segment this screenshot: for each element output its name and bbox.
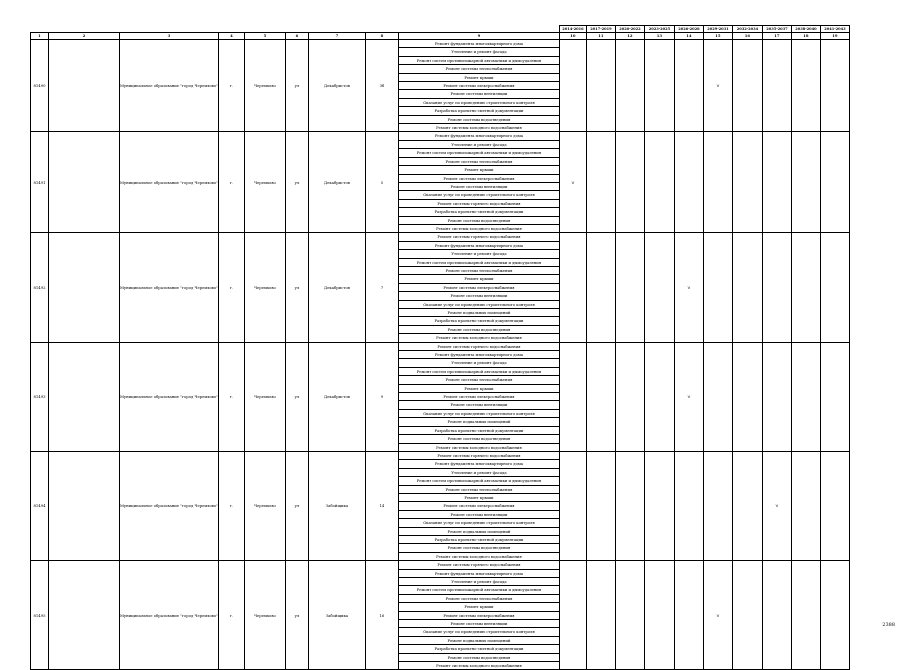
work-type-cell: Ремонт систем противопожарной автоматики и дымоудаления — [398, 258, 559, 266]
work-type-cell: Ремонт системы вентиляции — [398, 90, 559, 98]
period-mark-cell — [762, 342, 791, 451]
work-type-cell: Оказание услуг по проведению строительного контроля — [398, 409, 559, 417]
work-type-cell: Разработка проектно-сметной документации — [398, 107, 559, 115]
period-mark-cell — [732, 233, 762, 342]
work-type-cell: Ремонт системы холодного водоснабжения — [398, 334, 559, 342]
work-type-cell: Ремонт фундамента многоквартирного дома — [398, 241, 559, 249]
house-number-cell: 5 — [365, 132, 398, 233]
column-number-cell: 7 — [308, 33, 365, 40]
building-code-cell: 81492 — [31, 233, 49, 342]
period-mark-cell — [732, 342, 762, 451]
work-type-cell: Оказание услуг по проведению строительного контроля — [398, 628, 559, 636]
column-number-cell: 10 — [559, 33, 586, 40]
work-type-cell: Ремонт крыши — [398, 603, 559, 611]
work-type-cell: Оказание услуг по проведению строительного контроля — [398, 98, 559, 106]
work-type-cell: Ремонт систем противопожарной автоматики и дымоудаления — [398, 149, 559, 157]
period-mark-cell — [615, 40, 644, 132]
period-mark-cell — [559, 342, 586, 451]
period-header-cell: 2032-2034 — [732, 26, 762, 33]
work-type-cell: Ремонт системы водоотведения — [398, 216, 559, 224]
table-row — [31, 40, 850, 48]
street-type-cell: ул — [285, 40, 308, 132]
table-body — [31, 26, 850, 670]
work-type-cell: Ремонт системы вентиляции — [398, 510, 559, 518]
column-number-cell: 1 — [31, 33, 49, 40]
work-type-cell: Оказание услуг по проведению строительного контроля — [398, 519, 559, 527]
work-type-cell: Ремонт крыши — [398, 275, 559, 283]
building-number-cell — [49, 132, 120, 233]
period-mark-cell — [674, 561, 703, 670]
column-number-cell: 18 — [791, 33, 820, 40]
work-type-cell: Утепление и ремонт фасада — [398, 578, 559, 586]
street-cell: Забойщика — [308, 451, 365, 560]
work-type-cell: Ремонт системы вентиляции — [398, 620, 559, 628]
work-type-cell: Утепление и ремонт фасада — [398, 468, 559, 476]
period-header-cell: 2023-2025 — [644, 26, 674, 33]
city-cell: Черемхово — [244, 132, 285, 233]
period-mark-cell — [559, 233, 586, 342]
column-number-cell: 13 — [644, 33, 674, 40]
work-type-cell: Ремонт крыши — [398, 73, 559, 81]
work-type-cell: Ремонт системы теплоснабжения — [398, 266, 559, 274]
settlement-type-cell: г. — [218, 561, 244, 670]
period-mark-cell — [644, 342, 674, 451]
period-mark-cell — [703, 233, 732, 342]
work-type-cell: Ремонт системы горячего водоснабжения — [398, 233, 559, 241]
work-type-cell: Ремонт системы теплоснабжения — [398, 376, 559, 384]
work-type-cell: Утепление и ремонт фасада — [398, 140, 559, 148]
building-code-cell: 81490 — [31, 40, 49, 132]
period-header-row — [31, 26, 850, 33]
period-check-mark: V — [559, 132, 586, 233]
period-check-mark: V — [674, 342, 703, 451]
period-mark-cell — [586, 451, 615, 560]
city-cell: Черемхово — [244, 561, 285, 670]
street-type-cell: ул — [285, 233, 308, 342]
period-mark-cell — [615, 451, 644, 560]
work-type-cell: Ремонт системы горячего водоснабжения — [398, 199, 559, 207]
work-type-cell: Ремонт фундамента многоквартирного дома — [398, 460, 559, 468]
work-type-cell: Ремонт системы теплоснабжения — [398, 594, 559, 602]
column-number-row — [31, 33, 850, 40]
work-type-cell: Ремонт крыши — [398, 384, 559, 392]
street-type-cell: ул — [285, 561, 308, 670]
work-type-cell: Ремонт системы электроснабжения — [398, 611, 559, 619]
period-mark-cell — [559, 451, 586, 560]
work-type-cell: Ремонт крыши — [398, 493, 559, 501]
building-number-cell — [49, 233, 120, 342]
street-cell: Декабристов — [308, 342, 365, 451]
period-mark-cell — [732, 132, 762, 233]
building-number-cell — [49, 451, 120, 560]
settlement-type-cell: г. — [218, 451, 244, 560]
work-type-cell: Ремонт системы электроснабжения — [398, 174, 559, 182]
street-cell: Декабристов — [308, 233, 365, 342]
period-mark-cell — [762, 233, 791, 342]
work-type-cell: Ремонт системы электроснабжения — [398, 283, 559, 291]
period-header-cell: 2029-2031 — [703, 26, 732, 33]
work-type-cell: Ремонт системы водоотведения — [398, 653, 559, 661]
period-check-mark: V — [674, 233, 703, 342]
period-mark-cell — [644, 40, 674, 132]
municipality-cell: Муниципальное образование "город Черемхово" — [120, 451, 219, 560]
period-mark-cell — [820, 132, 849, 233]
period-mark-cell — [791, 233, 820, 342]
work-type-cell: Ремонт фундамента многоквартирного дома — [398, 40, 559, 48]
work-type-cell: Ремонт системы водоотведения — [398, 325, 559, 333]
work-type-cell: Утепление и ремонт фасада — [398, 48, 559, 56]
house-number-cell: 14 — [365, 451, 398, 560]
work-type-cell: Ремонт системы электроснабжения — [398, 82, 559, 90]
period-mark-cell — [559, 561, 586, 670]
period-mark-cell — [762, 132, 791, 233]
work-type-cell: Ремонт системы теплоснабжения — [398, 485, 559, 493]
table-row — [31, 561, 850, 569]
column-number-cell: 14 — [674, 33, 703, 40]
period-mark-cell — [559, 40, 586, 132]
work-type-cell: Ремонт системы холодного водоснабжения — [398, 552, 559, 560]
settlement-type-cell: г. — [218, 233, 244, 342]
table-row — [31, 233, 850, 241]
period-header-blank — [31, 26, 560, 33]
work-type-cell: Разработка проектно-сметной документации — [398, 535, 559, 543]
period-mark-cell — [644, 561, 674, 670]
house-number-cell: 7 — [365, 233, 398, 342]
settlement-type-cell: г. — [218, 132, 244, 233]
work-type-cell: Разработка проектно-сметной документации — [398, 645, 559, 653]
column-number-cell: 19 — [820, 33, 849, 40]
column-number-cell: 17 — [762, 33, 791, 40]
city-cell: Черемхово — [244, 342, 285, 451]
street-cell: Декабристов — [308, 40, 365, 132]
period-mark-cell — [762, 561, 791, 670]
work-type-cell: Ремонт системы горячего водоснабжения — [398, 561, 559, 569]
column-number-cell: 2 — [49, 33, 120, 40]
table-row — [31, 132, 850, 140]
period-mark-cell — [791, 132, 820, 233]
period-check-mark: V — [703, 561, 732, 670]
work-type-cell: Утепление и ремонт фасада — [398, 359, 559, 367]
period-mark-cell — [820, 40, 849, 132]
work-type-cell: Ремонт систем противопожарной автоматики и дымоудаления — [398, 477, 559, 485]
street-cell: Декабристов — [308, 132, 365, 233]
period-mark-cell — [703, 342, 732, 451]
period-mark-cell — [615, 561, 644, 670]
period-mark-cell — [762, 40, 791, 132]
work-type-cell: Разработка проектно-сметной документации — [398, 426, 559, 434]
work-type-cell: Ремонт подвальных помещений — [398, 418, 559, 426]
work-type-cell: Ремонт системы водоотведения — [398, 115, 559, 123]
work-type-cell: Разработка проектно-сметной документации — [398, 208, 559, 216]
period-mark-cell — [703, 451, 732, 560]
work-type-cell: Ремонт системы вентиляции — [398, 292, 559, 300]
building-number-cell — [49, 342, 120, 451]
column-number-cell: 12 — [615, 33, 644, 40]
period-mark-cell — [732, 561, 762, 670]
work-type-cell: Ремонт фундамента многоквартирного дома — [398, 132, 559, 140]
period-header-cell: 2041-2043 — [820, 26, 849, 33]
city-cell: Черемхово — [244, 40, 285, 132]
building-code-cell: 81495 — [31, 561, 49, 670]
period-mark-cell — [586, 233, 615, 342]
period-mark-cell — [586, 561, 615, 670]
work-type-cell: Ремонт системы вентиляции — [398, 182, 559, 190]
period-mark-cell — [586, 342, 615, 451]
work-type-cell: Разработка проектно-сметной документации — [398, 317, 559, 325]
period-mark-cell — [820, 233, 849, 342]
work-type-cell: Ремонт системы теплоснабжения — [398, 65, 559, 73]
work-type-cell: Ремонт систем противопожарной автоматики и дымоудаления — [398, 367, 559, 375]
work-type-cell: Ремонт фундамента многоквартирного дома — [398, 569, 559, 577]
period-header-cell: 2017-2019 — [586, 26, 615, 33]
work-type-cell: Ремонт систем противопожарной автоматики и дымоудаления — [398, 586, 559, 594]
period-mark-cell — [820, 451, 849, 560]
work-type-cell: Утепление и ремонт фасада — [398, 250, 559, 258]
street-type-cell: ул — [285, 342, 308, 451]
work-type-cell: Ремонт фундамента многоквартирного дома — [398, 351, 559, 359]
period-mark-cell — [820, 561, 849, 670]
work-type-cell: Ремонт подвальных помещений — [398, 527, 559, 535]
period-mark-cell — [644, 451, 674, 560]
settlement-type-cell: г. — [218, 342, 244, 451]
building-code-cell: 81493 — [31, 342, 49, 451]
house-number-cell: 3б — [365, 40, 398, 132]
work-type-cell: Ремонт системы холодного водоснабжения — [398, 224, 559, 232]
city-cell: Черемхово — [244, 451, 285, 560]
work-type-cell: Ремонт подвальных помещений — [398, 309, 559, 317]
work-type-cell: Ремонт крыши — [398, 166, 559, 174]
work-type-cell: Ремонт системы теплоснабжения — [398, 157, 559, 165]
municipality-cell: Муниципальное образование "город Черемхово" — [120, 40, 219, 132]
municipality-cell: Муниципальное образование "город Черемхово" — [120, 233, 219, 342]
building-code-cell: 81494 — [31, 451, 49, 560]
column-number-cell: 8 — [365, 33, 398, 40]
period-mark-cell — [703, 132, 732, 233]
table-row — [31, 342, 850, 350]
period-header-cell: 2026-2028 — [674, 26, 703, 33]
settlement-type-cell: г. — [218, 40, 244, 132]
building-number-cell — [49, 561, 120, 670]
column-number-cell: 15 — [703, 33, 732, 40]
period-mark-cell — [615, 132, 644, 233]
period-header-cell: 2038-2040 — [791, 26, 820, 33]
street-type-cell: ул — [285, 451, 308, 560]
period-mark-cell — [732, 451, 762, 560]
building-code-cell: 81491 — [31, 132, 49, 233]
work-type-cell: Оказание услуг по проведению строительного контроля — [398, 191, 559, 199]
period-check-mark: V — [762, 451, 791, 560]
schedule-table — [30, 25, 850, 670]
work-type-cell: Ремонт системы водоотведения — [398, 435, 559, 443]
street-type-cell: ул — [285, 132, 308, 233]
municipality-cell: Муниципальное образование "город Черемхово" — [120, 132, 219, 233]
street-cell: Забойщика — [308, 561, 365, 670]
column-number-cell: 9 — [398, 33, 559, 40]
period-mark-cell — [732, 40, 762, 132]
period-mark-cell — [791, 40, 820, 132]
column-number-cell: 3 — [120, 33, 219, 40]
column-number-cell: 5 — [244, 33, 285, 40]
period-header-cell: 2035-2037 — [762, 26, 791, 33]
municipality-cell: Муниципальное образование "город Черемхово" — [120, 561, 219, 670]
work-type-cell: Ремонт системы холодного водоснабжения — [398, 124, 559, 132]
period-mark-cell — [644, 233, 674, 342]
house-number-cell: 9 — [365, 342, 398, 451]
work-type-cell: Ремонт систем противопожарной автоматики и дымоудаления — [398, 56, 559, 64]
house-number-cell: 16 — [365, 561, 398, 670]
period-mark-cell — [644, 132, 674, 233]
period-header-cell: 2020-2022 — [615, 26, 644, 33]
period-mark-cell — [586, 40, 615, 132]
period-mark-cell — [791, 451, 820, 560]
period-mark-cell — [820, 342, 849, 451]
period-mark-cell — [674, 451, 703, 560]
work-type-cell: Ремонт системы электроснабжения — [398, 502, 559, 510]
period-mark-cell — [615, 233, 644, 342]
work-type-cell: Оказание услуг по проведению строительного контроля — [398, 300, 559, 308]
work-type-cell: Ремонт подвальных помещений — [398, 636, 559, 644]
building-number-cell — [49, 40, 120, 132]
work-type-cell: Ремонт системы холодного водоснабжения — [398, 662, 559, 670]
period-mark-cell — [586, 132, 615, 233]
work-type-cell: Ремонт системы электроснабжения — [398, 393, 559, 401]
column-number-cell: 4 — [218, 33, 244, 40]
municipality-cell: Муниципальное образование "город Черемхово" — [120, 342, 219, 451]
column-number-cell: 6 — [285, 33, 308, 40]
period-mark-cell — [674, 132, 703, 233]
period-mark-cell — [615, 342, 644, 451]
period-mark-cell — [791, 342, 820, 451]
period-mark-cell — [791, 561, 820, 670]
capital-repair-schedule-sheet — [30, 25, 850, 670]
column-number-cell: 11 — [586, 33, 615, 40]
period-header-cell: 2014-2016 — [559, 26, 586, 33]
table-row — [31, 451, 850, 459]
page-number: 2388 — [882, 622, 895, 628]
city-cell: Черемхово — [244, 233, 285, 342]
work-type-cell: Ремонт системы холодного водоснабжения — [398, 443, 559, 451]
period-check-mark: V — [703, 40, 732, 132]
work-type-cell: Ремонт системы водоотведения — [398, 544, 559, 552]
period-mark-cell — [674, 40, 703, 132]
column-number-cell: 16 — [732, 33, 762, 40]
work-type-cell: Ремонт системы вентиляции — [398, 401, 559, 409]
work-type-cell: Ремонт системы горячего водоснабжения — [398, 451, 559, 459]
work-type-cell: Ремонт системы горячего водоснабжения — [398, 342, 559, 350]
